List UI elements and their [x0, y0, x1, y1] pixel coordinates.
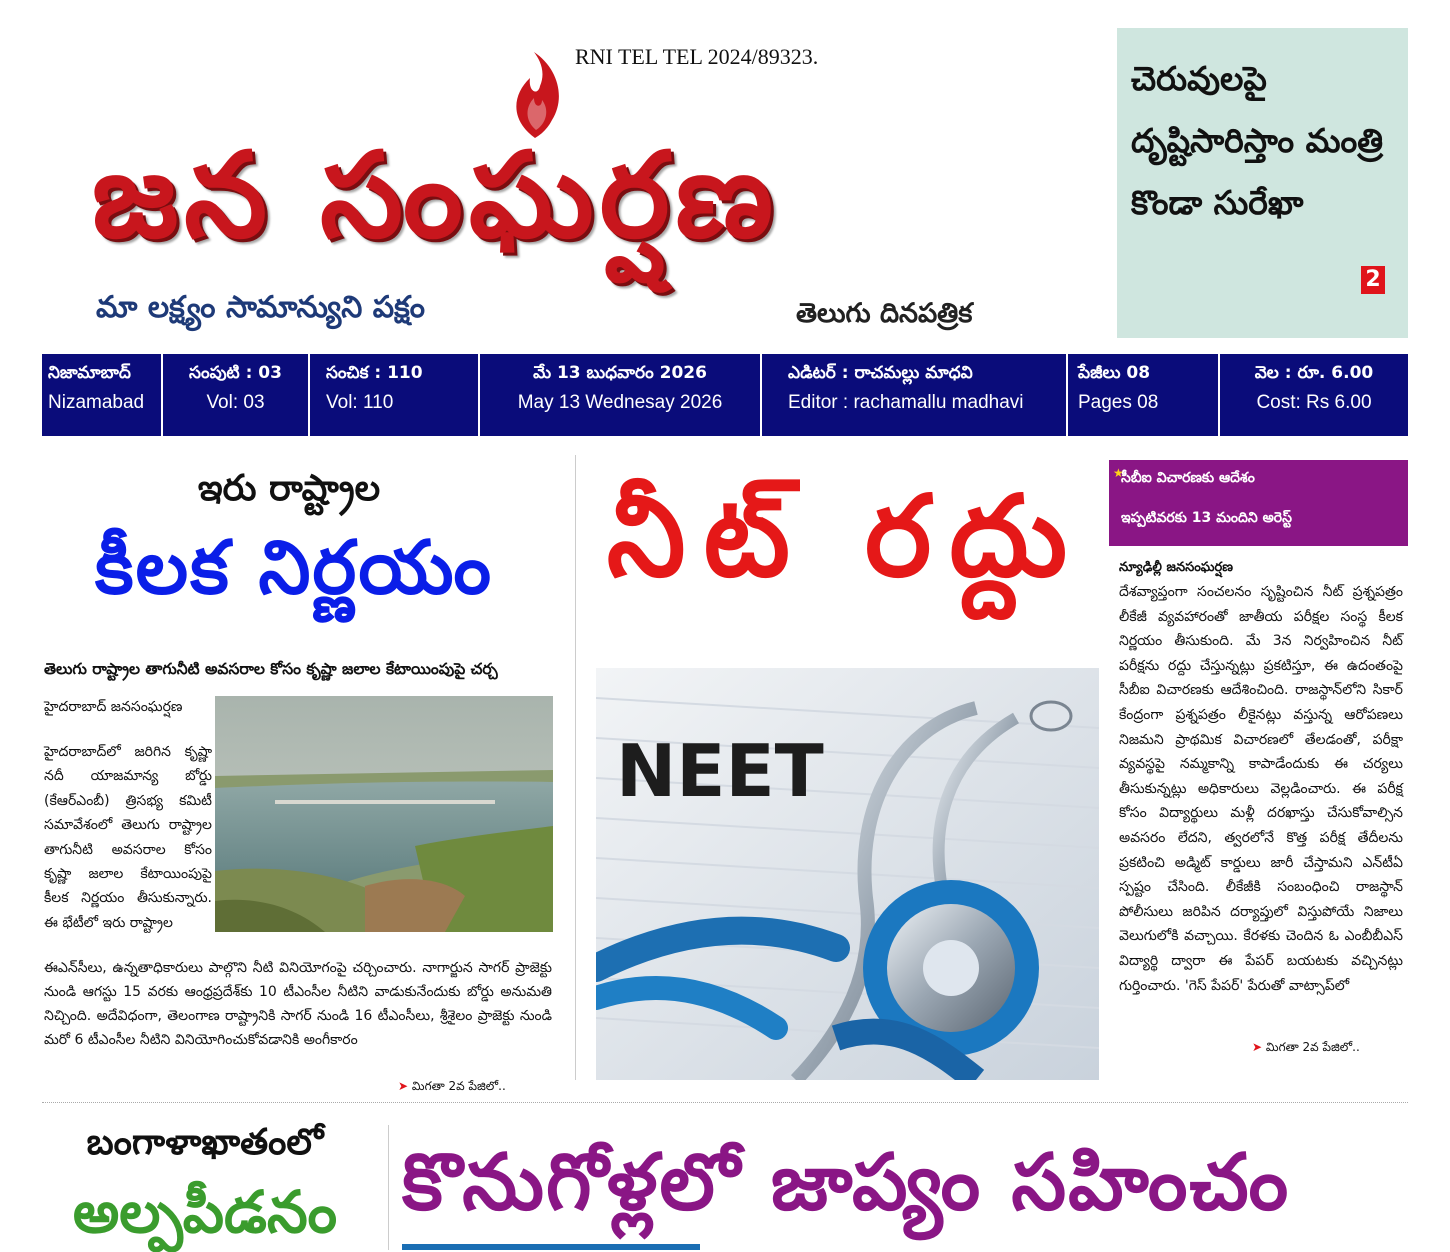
rni-number: RNI TEL TEL 2024/89323.: [575, 44, 819, 69]
front-teaser-box[interactable]: [1117, 28, 1408, 338]
info-cell-pages: [1068, 354, 1220, 436]
info-price-en: Cost: Rs 6.00: [1256, 392, 1372, 413]
info-pages-en: Pages 08: [1078, 392, 1159, 413]
highlight-line-1: సీబీఐ విచారణకు ఆదేశం: [1121, 470, 1255, 486]
continued-text: మిగతా 2వ పేజిలో..: [411, 1079, 506, 1093]
info-date-en: May 13 Wednesay 2026: [517, 392, 723, 413]
left-story-body-top: హైదరాబాద్‌లో జరిగిన కృష్ణా నదీ యాజమాన్య బోర్డు (కేఆర్‌ఎంబీ) త్రిసభ్య కమిటీ సమావేశంలో తెలుగు రాష్ట్రాల తాగునీటి అవసరాల కోసం కృష్ణా జలాల కేటాయింపుపై కీలక నిర్ణయం తీసుకున్నారు. ఈ భేటీలో ఇరు రాష్ట్రాల: [44, 744, 212, 931]
info-volume-en: Vol: 03: [206, 392, 265, 413]
teaser-page-badge: 2: [1361, 266, 1385, 294]
info-pages-te: పేజీలు 08: [1078, 363, 1151, 383]
info-issue-te: సంచిక : 110: [326, 363, 423, 383]
neet-stethoscope-photo: [596, 668, 1099, 1080]
info-editor-en: Editor : rachamallu madhavi: [788, 392, 1024, 413]
bottom-lead-headline[interactable]: కొనుగోళ్లలో జాప్యం సహించం: [402, 1138, 1291, 1228]
info-date-te: మే 13 బుధవారం 2026: [533, 363, 707, 383]
info-cell-price: [1220, 354, 1408, 436]
section-divider: [42, 1102, 1408, 1103]
left-story-continued-link[interactable]: [398, 1079, 506, 1096]
accent-bar: [402, 1244, 700, 1250]
arrow-right-icon: ➤: [398, 1079, 412, 1093]
river-dam-photo: [215, 696, 553, 932]
arrow-right-icon: ➤: [1252, 1040, 1266, 1054]
info-issue-en: Vol: 110: [326, 392, 394, 413]
right-story-dateline: న్యూఢిల్లీ జనసంఘర్షణ: [1119, 560, 1233, 575]
left-story-dateline: హైదరాబాద్ జనసంఘర్షణ: [44, 699, 183, 715]
left-story-body-bottom: ఈఎన్‌సీలు, ఉన్నతాధికారులు పాల్గొని నీటి వినియోగంపై చర్చించారు. నాగార్జున సాగర్ ప్రాజెక్టు నుండి ఆగస్టు 15 వరకు ఆంధ్రప్రదేశ్‌కు 10 టీఎంసీల నీటిని వాడుకునేందుకు బోర్డు అనుమతి నిచ్చింది. అదేవిధంగా, తెలంగాణ రాష్ట్రానికి సాగర్ నుండి 16 టీఎంసీలు, శ్రీశైలం ప్రాజెక్టు నుండి మరో 6 టీఎంసీల నీటిని వినియోగించుకోవడానికి అంగీకారం: [44, 960, 552, 1048]
column-divider: [575, 455, 576, 1080]
info-editor-te: ఎడిటర్ : రాచమల్లు మాధవి: [788, 363, 973, 383]
info-volume-te: సంపుటి : 03: [189, 363, 282, 383]
right-story-continued-link[interactable]: [1252, 1040, 1360, 1057]
lead-headline[interactable]: నీట్ రద్దు: [606, 472, 1086, 602]
edition-info-bar: [42, 354, 1408, 436]
column-divider: [388, 1125, 389, 1250]
right-story-body: దేశవ్యాప్తంగా సంచలనం సృష్టించిన నీట్ ప్రశ్నపత్రం లీకేజీ వ్యవహారంతో జాతీయ పరీక్షల సంస్థ కీలక నిర్ణయం తీసుకుంది. మే 3న నిర్వహించిన నీట్ పరీక్షను రద్దు చేస్తున్నట్లు ప్రకటిస్తూ, ఈ ఉదంతంపై సీబీఐ విచారణకు ఆదేశించింది. రాజస్థాన్‌లోని సికార్ కేంద్రంగా ప్రశ్నపత్రం లీకైనట్లు వస్తున్న ఆరోపణలు నిజమని ప్రాథమిక విచారణలో తేలడంతో, పరీక్షా వ్యవస్థపై నమ్మకాన్ని కాపాడేందుకు ఈ చర్యలు తీసుకున్నట్లు అధికారులు వెల్లడించారు. ఈ పరీక్ష కోసం విద్యార్థులు మళ్లీ దరఖాస్తు చేసుకోవాల్సిన అవసరం లేదని, త్వరలోనే కొత్త పరీక్ష తేదీలను ప్రకటించి అడ్మిట్ కార్డులు జారీ చేస్తామని ఎన్‌టీఏ స్పష్టం చేసింది. లీకేజీకి సంబంధించి రాజస్థాన్ పోలీసులు జరిపిన దర్యాప్తులో విస్తుపోయే నిజాలు వెలుగులోకి వచ్చాయి. కేరళకు చెందిన ఓ ఎంబీబీఎస్ విద్యార్థి ద్వారా ఈ పేపర్ బయటకు వచ్చినట్లు గుర్తించారు. 'గెస్ పేపర్' పేరుతో వాట్సాప్‌లో: [1119, 584, 1403, 994]
bottom-story-headline[interactable]: అల్పపీడనం: [72, 1178, 338, 1246]
info-cell-issue: [310, 354, 480, 436]
info-city-te: నిజామాబాద్: [48, 363, 131, 383]
info-cell-editor: [762, 354, 1068, 436]
left-story-deck: తెలుగు రాష్ట్రాల తాగునీటి అవసరాల కోసం కృష్ణా జలాల కేటాయింపుపై చర్చ: [44, 660, 498, 678]
info-price-te: వెల : రూ. 6.00: [1254, 363, 1374, 383]
highlight-line-2: ఇప్పటివరకు 13 మందిని అరెస్ట్: [1121, 510, 1292, 526]
info-city-en: Nizamabad: [48, 392, 145, 413]
info-cell-volume: [163, 354, 310, 436]
bottom-story-kicker: బంగాళాఖాతంలో: [86, 1122, 324, 1163]
info-cell-city: [42, 354, 163, 436]
teaser-headline: చెరువులపై దృష్టిసారిస్తాం మంత్రి కొండా సురేఖా: [1131, 59, 1384, 222]
left-story-kicker: ఇరు రాష్ట్రాల: [197, 468, 381, 509]
continued-text: మిగతా 2వ పేజిలో..: [1265, 1040, 1360, 1054]
newspaper-title: జన సంఘర్షణ: [92, 126, 780, 264]
left-story-headline[interactable]: కీలక నిర్ణయం: [95, 525, 493, 611]
newspaper-slogan: మా లక్ష్యం సామాన్యుని పక్షం: [96, 290, 425, 325]
bullet-star-icon: ★: [1113, 466, 1124, 480]
info-cell-date: [480, 354, 762, 436]
newspaper-tagline: తెలుగు దినపత్రిక: [796, 298, 973, 329]
neet-image-text: NEET: [616, 729, 824, 813]
highlight-box: [1109, 460, 1408, 546]
